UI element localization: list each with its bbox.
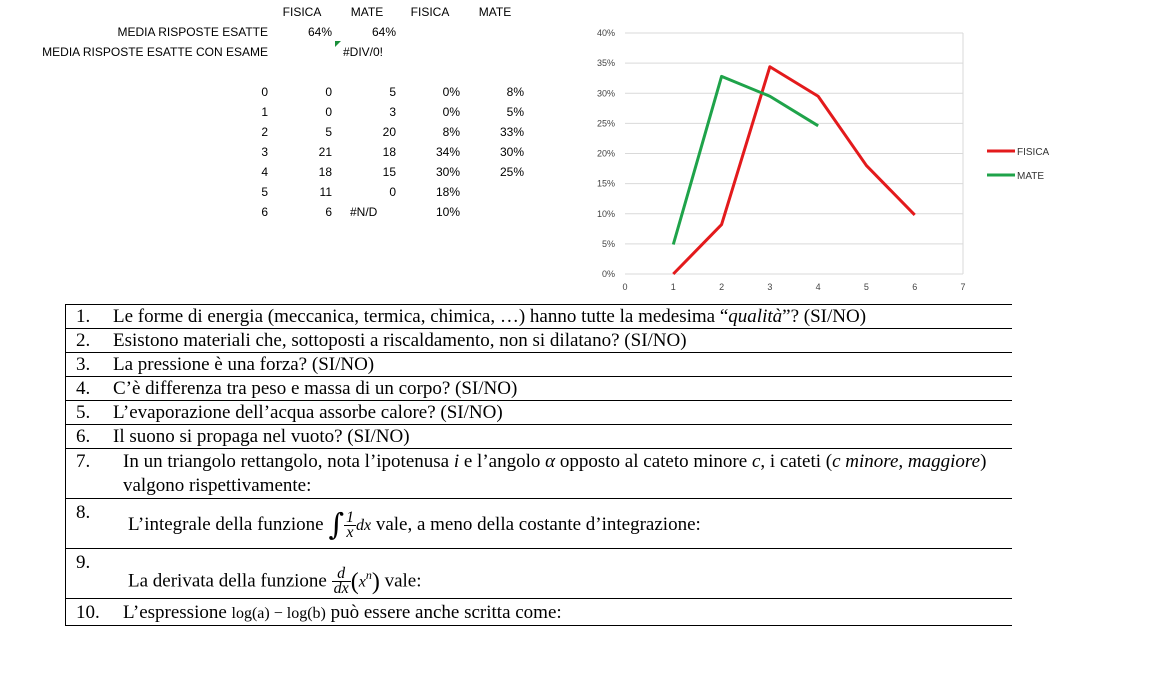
question-row-9 <box>65 548 1012 598</box>
sheet-cell-r0-c2: 5 <box>389 85 396 99</box>
error-indicator-icon <box>335 41 341 47</box>
question-row-10 <box>65 598 1012 626</box>
exponent-n: n <box>365 568 372 582</box>
sheet-cell-r2-c3: 8% <box>442 125 460 139</box>
question-text: La pressione è una forza? (SI/NO) <box>113 354 375 375</box>
question-number: 6. <box>76 426 91 447</box>
question-row-5 <box>65 400 1012 424</box>
var-c: c <box>751 451 761 472</box>
derivative-fraction <box>332 567 351 596</box>
question-text: La derivata della funzione <box>128 570 327 592</box>
y-tick-label: 30% <box>596 88 615 99</box>
sheet-cell-r6-c1: 6 <box>325 205 332 219</box>
avg-fisica: 64% <box>307 25 332 39</box>
question-text: Il suono si propaga nel vuoto? (SI/NO) <box>113 426 410 447</box>
x-tick-label: 4 <box>815 282 821 292</box>
sheet-cell-r2-c2: 20 <box>382 125 396 139</box>
sheet-cell-r0-c4: 8% <box>506 85 524 99</box>
question-number: 9. <box>76 552 91 573</box>
header-mate-2: MATE <box>478 5 512 19</box>
sheet-cell-r4-c1: 18 <box>318 165 332 179</box>
log-expression: log(a) − log(b) <box>231 605 326 622</box>
question-text: Esistono materiali che, sottoposti a riscaldamento, non si dilatano? (SI/NO) <box>113 330 687 351</box>
fraction-numerator: 1 <box>345 509 354 527</box>
y-tick-label: 25% <box>596 118 615 129</box>
sheet-cell-r3-c0: 3 <box>261 145 268 159</box>
question-number: 10. <box>76 602 100 623</box>
series-line-fisica <box>673 67 914 274</box>
avg-exam-value: #DIV/0! <box>343 45 384 59</box>
sheet-cell-r5-c0: 5 <box>261 185 268 199</box>
sheet-cell-r5-c1: 11 <box>319 185 332 199</box>
question-text: C’è differenza tra peso e massa di un corpo? (SI/NO) <box>113 378 518 399</box>
question-row-8 <box>65 498 1012 548</box>
sheet-cell-r4-c3: 30% <box>435 165 460 179</box>
question-emphasis: qualità <box>728 306 783 327</box>
question-number: 7. <box>76 451 91 472</box>
x-tick-label: 6 <box>912 282 918 292</box>
y-tick-label: 35% <box>596 58 615 69</box>
sheet-cell-r3-c3: 34% <box>435 145 460 159</box>
sheet-cell-r1-c0: 1 <box>261 105 268 119</box>
question-row-4 <box>65 376 1012 400</box>
avg-label: MEDIA RISPOSTE ESATTE <box>117 25 268 39</box>
y-tick-label: 15% <box>596 178 615 189</box>
question-text: In un triangolo rettangolo, nota l’ipotenusa <box>123 451 454 472</box>
fraction-denominator: dx <box>333 580 349 598</box>
sheet-cell-r5-c2: 0 <box>389 185 396 199</box>
sheet-cell-r3-c2: 18 <box>382 145 396 159</box>
sheet-cell-r1-c4: 5% <box>506 105 524 119</box>
sheet-cell-r6-c2: #N/D <box>350 205 378 219</box>
avg-mate: 64% <box>371 25 396 39</box>
sheet-cell-r0-c3: 0% <box>442 85 460 99</box>
avg-exam-label: MEDIA RISPOSTE ESATTE CON ESAME <box>42 45 268 59</box>
y-tick-label: 5% <box>601 238 615 249</box>
sheet-cell-r3-c1: 21 <box>318 145 332 159</box>
y-tick-label: 40% <box>596 28 615 38</box>
sheet-cell-r2-c4: 33% <box>499 125 524 139</box>
y-tick-label: 20% <box>596 148 615 159</box>
question-number: 2. <box>76 330 91 351</box>
question-row-7 <box>65 448 1012 498</box>
header-fisica-1: FISICA <box>282 5 322 19</box>
x-tick-label: 5 <box>863 282 869 292</box>
legend-label-fisica: FISICA <box>1017 147 1050 158</box>
legend-label-mate: MATE <box>1017 171 1045 182</box>
question-text: L’integrale della funzione <box>128 514 324 535</box>
fraction-numerator: d <box>332 567 351 582</box>
question-text-2: vale: <box>384 570 422 592</box>
y-tick-label: 10% <box>596 208 615 219</box>
x-tick-label: 1 <box>670 282 676 292</box>
question-text: Le forme di energia (meccanica, termica, chimica, …) hanno tutte la medesima “ <box>113 306 729 327</box>
sheet-cell-r0-c0: 0 <box>261 85 268 99</box>
question-emphasis: c minore, maggiore <box>832 451 981 472</box>
header-mate-1: MATE <box>350 5 384 19</box>
right-paren: ) <box>371 568 380 595</box>
fraction-denominator: x <box>346 524 354 542</box>
question-text-2: può essere anche scritta come: <box>330 602 562 623</box>
questions-table <box>65 304 1012 626</box>
question-text-end: ”? (SI/NO) <box>782 306 867 327</box>
question-text-2: e l’angolo <box>459 451 546 472</box>
sheet-cell-r4-c2: 15 <box>382 165 396 179</box>
question-row-3 <box>65 352 1012 376</box>
y-tick-label: 0% <box>601 269 615 279</box>
sheet-cell-r1-c3: 0% <box>442 105 460 119</box>
sheet-cell-r4-c4: 25% <box>499 165 524 179</box>
spreadsheet-area <box>0 0 560 230</box>
dx-term: dx <box>355 517 372 534</box>
sheet-cell-r2-c0: 2 <box>261 125 268 139</box>
fraction <box>344 511 356 540</box>
left-paren: ( <box>350 568 359 595</box>
question-row-2 <box>65 328 1012 352</box>
question-number: 8. <box>76 502 91 523</box>
base-x: x <box>358 573 366 591</box>
sheet-cell-r4-c0: 4 <box>261 165 268 179</box>
sheet-cell-r1-c2: 3 <box>389 105 396 119</box>
x-tick-label: 0 <box>622 282 628 292</box>
series-line-mate <box>673 76 818 244</box>
question-text-4: , i cateti ( <box>760 451 833 472</box>
var-alpha: α <box>545 451 556 472</box>
question-row-1 <box>65 304 1012 328</box>
sheet-cell-r5-c3: 18% <box>435 185 460 199</box>
sheet-cell-r2-c1: 5 <box>325 125 332 139</box>
question-row-6 <box>65 424 1012 448</box>
sheet-cell-r1-c1: 0 <box>325 105 332 119</box>
integral-symbol: ∫ <box>328 507 344 543</box>
header-fisica-2: FISICA <box>410 5 450 19</box>
question-number: 5. <box>76 402 91 423</box>
sheet-cell-r3-c4: 30% <box>499 145 524 159</box>
question-text-3: opposto al cateto minore <box>555 451 752 472</box>
sheet-cell-r6-c3: 10% <box>435 205 460 219</box>
question-number: 3. <box>76 354 91 375</box>
sheet-cell-r6-c0: 6 <box>261 205 268 219</box>
question-number: 1. <box>76 306 91 327</box>
question-number: 4. <box>76 378 91 399</box>
x-tick-label: 3 <box>767 282 773 292</box>
x-tick-label: 2 <box>719 282 725 292</box>
question-text-5: ) valgono rispettivamente: <box>123 451 987 496</box>
question-text-2: vale, a meno della costante d’integrazione: <box>375 514 701 535</box>
x-tick-label: 7 <box>960 282 966 292</box>
question-text: L’espressione <box>123 602 227 623</box>
sheet-cell-r0-c1: 0 <box>325 85 332 99</box>
var-i: i <box>453 451 460 472</box>
line-chart <box>560 20 1050 300</box>
question-text: L’evaporazione dell’acqua assorbe calore? (SI/NO) <box>113 402 503 423</box>
